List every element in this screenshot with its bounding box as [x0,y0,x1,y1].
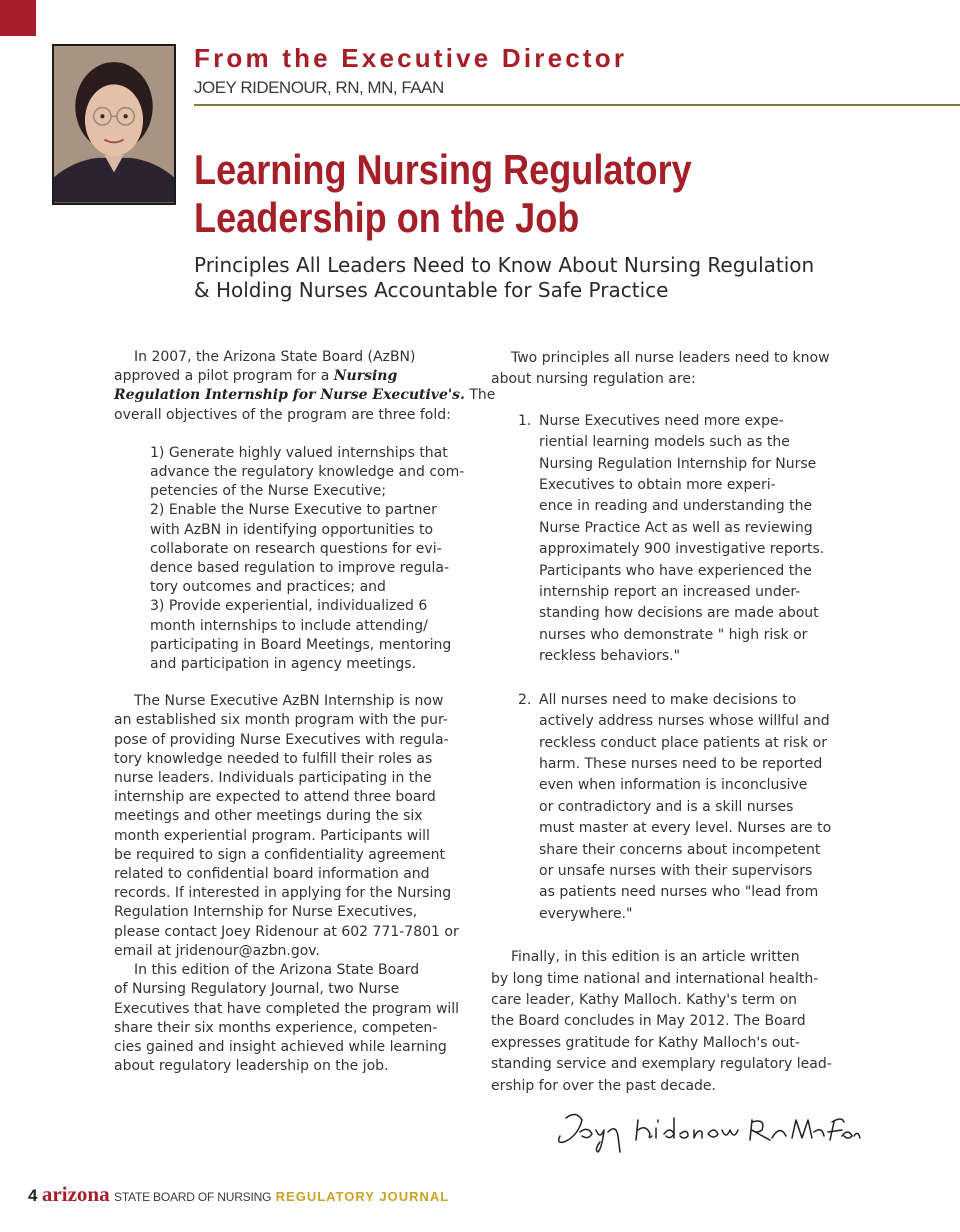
objective-line: tory outcomes and practices; and [150,579,386,596]
body-line: internship are expected to attend three board [114,789,436,806]
objective-line: 3) Provide experiential, individualized 6 [150,598,428,615]
program-name-part-1: Nursing [333,368,398,385]
body-line: standing service and exemplary regulatory lead- [491,1056,832,1073]
principle-line: Nurse Practice Act as well as reviewing [539,519,813,536]
principle-line: internship report an increased under- [539,584,801,601]
principle-line: harm. These nurses need to be reported [539,755,823,772]
body-line: Finally, in this edition is an article written [511,949,800,966]
objective-line: advance the regulatory knowledge and com- [150,464,465,481]
article-headline [194,146,796,242]
board-name: STATE BOARD OF NURSING [114,1190,272,1204]
intro-text: approved a pilot program for a [114,368,334,385]
objective-line: month internships to include attending/ [150,617,428,634]
body-line: nurse leaders. Individuals participating in the [114,770,432,787]
edition-paragraph [114,961,476,1076]
author-photo [52,44,176,205]
body-line: please contact Joey Ridenour at 602 771-7801 or [114,923,459,940]
author-byline: JOEY RIDENOUR, RN, MN, FAAN [194,78,444,97]
body-line: tory knowledge needed to fulfill their roles as [114,750,433,767]
body-line: month experiential program. Participants will [114,827,430,844]
principle-number: 1. [518,412,532,429]
body-line: related to confidential board information and [114,866,430,883]
body-line: records. If interested in applying for the Nursing [114,885,452,902]
right-column [491,348,853,1097]
body-line: cies gained and insight achieved while learning [114,1038,447,1055]
internship-paragraph [114,692,476,961]
objective-line: 1) Generate highly valued internships that [150,444,448,461]
principle-line: or contradictory and is a skill nurses [539,798,794,815]
body-line: by long time national and international health- [491,970,819,987]
body-line: the Board concludes in May 2012. The Board [491,1013,806,1030]
principle-line: or unsafe nurses with their supervisors [539,862,813,879]
body-line: pose of providing Nurse Executives with regula- [114,731,449,748]
principle-line: as patients need nurses who "lead from [539,884,819,901]
principles-intro [491,348,853,391]
page-footer [28,1182,449,1207]
objective-line: collaborate on research questions for evi- [150,540,442,557]
principle-line: standing how decisions are made about [539,605,819,622]
principle-line: Nursing Regulation Internship for Nurse [539,455,817,472]
principle-line: All nurses need to make decisions to [539,691,797,708]
intro-line: overall objectives of the program are three fold: [114,406,451,423]
principle-line: riential learning models such as the [539,434,790,451]
principle-line: reckless behaviors." [539,648,681,665]
principle-line: must master at every level. Nurses are to [539,820,832,837]
closing-paragraph [491,947,853,1097]
body-line: about regulatory leadership on the job. [114,1058,389,1075]
principles-list [491,411,853,925]
principle-number: 2. [518,691,532,708]
principle-line: approximately 900 investigative reports. [539,541,825,558]
subhead-line: & Holding Nurses Accountable for Safe Practice [194,278,669,302]
intro-line [114,386,496,405]
body-line: In this edition of the Arizona State Board [134,962,420,979]
body-line: be required to sign a confidentiality agreement [114,846,446,863]
principle-line: reckless conduct place patients at risk or [539,734,827,751]
corner-accent-block [0,0,36,36]
headline-line: Learning Nursing Regulatory [194,146,692,193]
body-line: Two principles all nurse leaders need to know [511,350,830,366]
body-line: ership for over the past decade. [491,1077,716,1094]
body-line: meetings and other meetings during the six [114,808,423,825]
portrait-illustration [54,46,174,203]
header-rule [194,104,960,106]
intro-text: The [464,387,496,404]
objectives-list [150,444,476,674]
objective-line: with AzBN in identifying opportunities to [150,521,434,538]
intro-line [114,367,476,386]
principle-line: Executives to obtain more experi- [539,477,776,494]
principle-line: nurses who demonstrate " high risk or [539,626,808,643]
principle-line: Participants who have experienced the [539,562,812,579]
objective-line: dence based regulation to improve regula- [150,560,450,577]
principle-item [491,690,853,925]
subhead-line: Principles All Leaders Need to Know About Nursing Regulation [194,253,815,277]
body-line: expresses gratitude for Kathy Malloch's out- [491,1034,800,1051]
body-line: Regulation Internship for Nurse Executives, [114,904,418,921]
body-line: of Nursing Regulatory Journal, two Nurse [114,981,400,998]
program-name-part-2: Regulation Internship for Nurse Executive's. [114,387,465,404]
article-subhead [194,253,914,303]
principle-text [539,411,853,668]
principle-line: Nurse Executives need more expe- [539,412,784,429]
journal-name: REGULATORY JOURNAL [275,1189,450,1204]
body-line: an established six month program with the pur- [114,712,448,729]
intro-paragraph [114,348,496,425]
principle-line: share their concerns about incompetent [539,841,821,858]
principle-item [491,411,853,668]
page-number: 4 [28,1186,38,1205]
section-kicker: From the Executive Director [194,43,628,73]
principle-text [539,690,853,925]
left-column [114,348,496,1076]
objective-line: and participation in agency meetings. [150,656,417,673]
body-line: email at jridenour@azbn.gov. [114,942,320,959]
body-line: about nursing regulation are: [491,371,696,388]
body-line: Executives that have completed the program will [114,1000,460,1017]
body-line: The Nurse Executive AzBN Internship is now [134,693,444,710]
principle-line: everywhere." [539,905,633,922]
signature-drawing [552,1106,864,1156]
headline-line: Leadership on the Job [194,194,580,241]
principle-line: even when information is inconclusive [539,777,808,794]
objective-line: 2) Enable the Nurse Executive to partner [150,502,437,519]
objective-line: participating in Board Meetings, mentoring [150,636,452,653]
body-line: share their six months experience, competen- [114,1019,438,1036]
intro-line: In 2007, the Arizona State Board (AzBN) [134,349,416,365]
brand-wordmark: arizona [41,1182,110,1206]
principle-line: ence in reading and understanding the [539,498,813,515]
objective-line: petencies of the Nurse Executive; [150,483,387,500]
body-line: care leader, Kathy Malloch. Kathy's term on [491,991,798,1008]
handwritten-signature [552,1106,864,1156]
principle-line: actively address nurses whose willful and [539,713,830,730]
